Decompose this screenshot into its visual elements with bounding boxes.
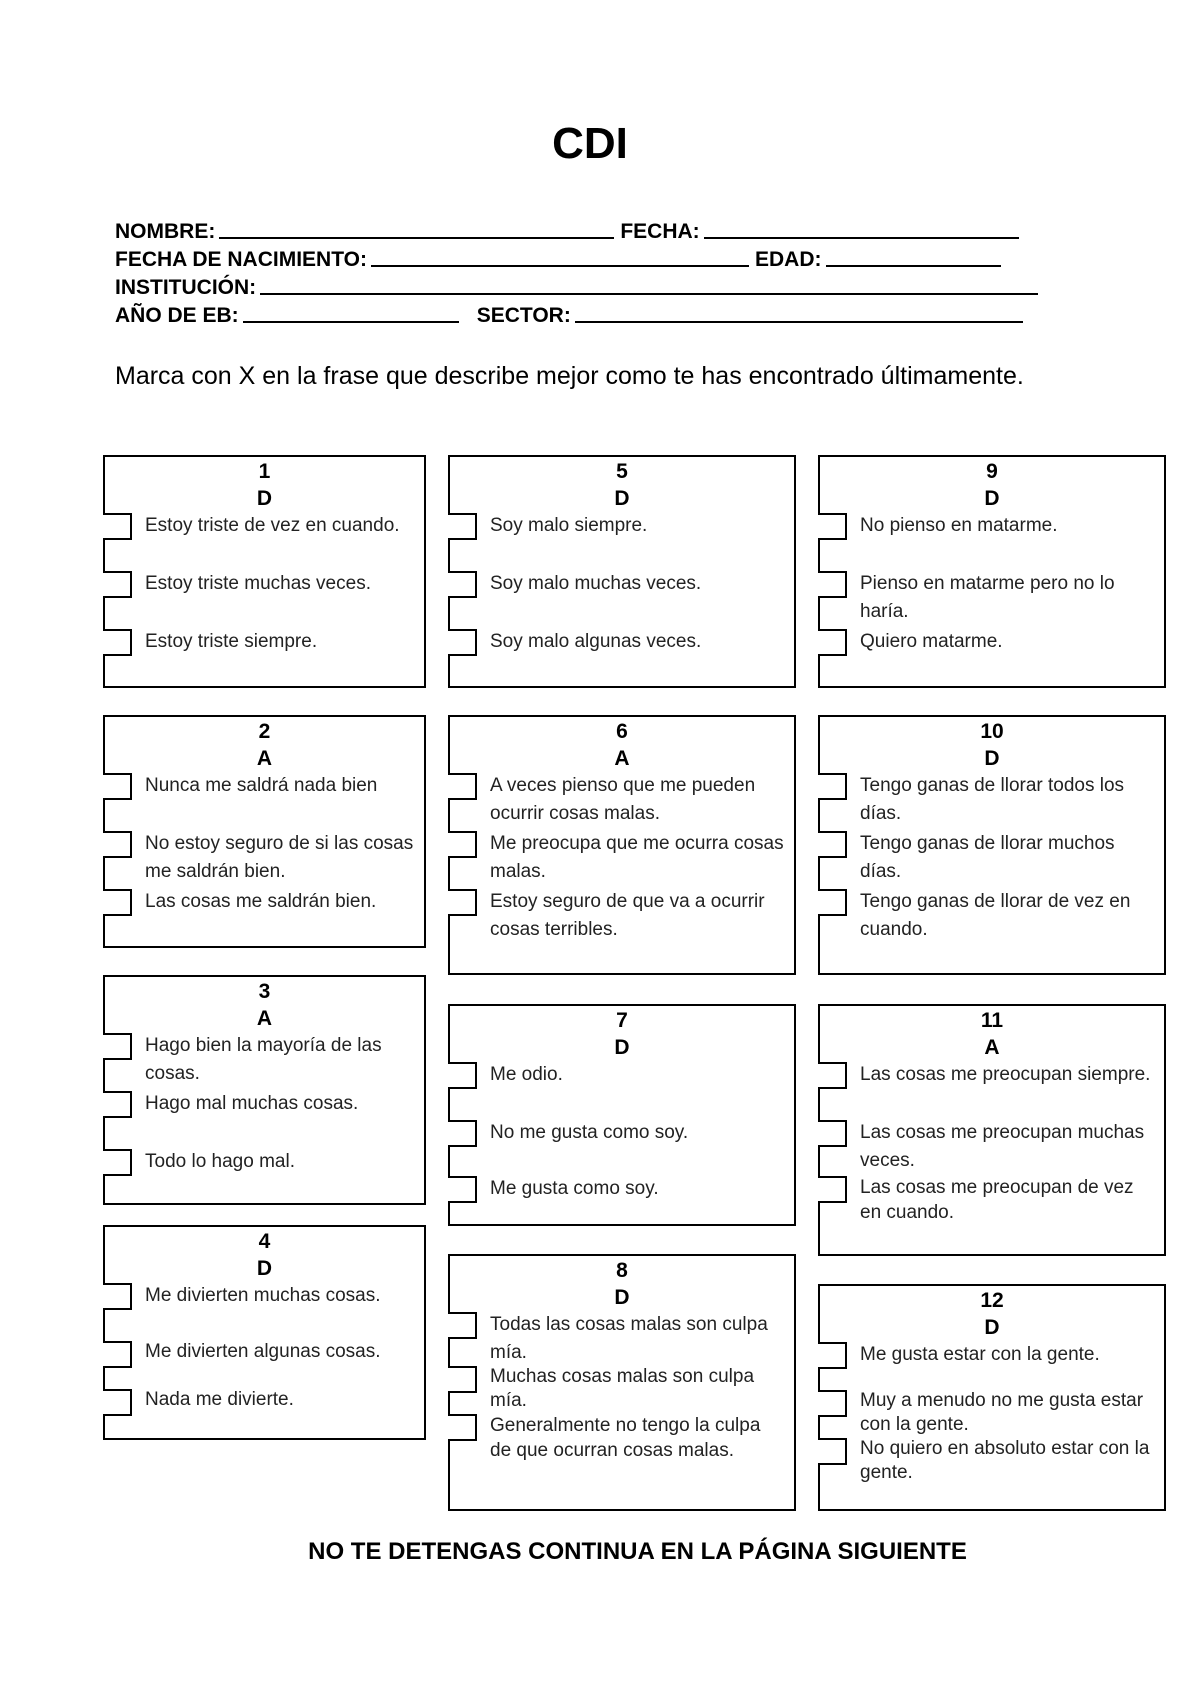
checkbox[interactable] (103, 831, 132, 858)
item-code: D (984, 487, 1000, 510)
item-code: A (614, 747, 630, 770)
option-text: Nada me divierte. (145, 1389, 294, 1410)
option-text: Me gusta estar con la gente. (860, 1344, 1100, 1365)
fecha-blank[interactable] (704, 218, 1019, 239)
anio-blank[interactable] (243, 302, 459, 323)
option-text: Las cosas me preocupan siempre. (860, 1064, 1151, 1085)
checkbox[interactable] (448, 1414, 477, 1441)
option-text: Tengo ganas de llorar todos los días. (860, 775, 1125, 824)
checkbox[interactable] (818, 889, 847, 916)
instructions-text: Marca con X en la frase que describe mejor como te has encontrado últimamente. (115, 362, 1024, 390)
option[interactable] (105, 1032, 424, 1090)
item-box-11 (818, 1004, 1166, 1256)
option[interactable] (450, 830, 794, 888)
option[interactable] (820, 1389, 1164, 1437)
footer-note: NO TE DETENGAS CONTINUA EN LA PÁGINA SIGUIENTE (308, 1538, 967, 1565)
option-text: Me odio. (490, 1064, 563, 1085)
option[interactable] (105, 512, 424, 570)
option-text: Tengo ganas de llorar muchos días. (860, 833, 1115, 882)
option-text: Estoy triste muchas veces. (145, 573, 371, 594)
option-text: No estoy seguro de si las cosas me saldrán bien. (145, 833, 414, 882)
anio-label: AÑO DE EB: (115, 304, 239, 327)
option-text: Soy malo algunas veces. (490, 631, 702, 652)
checkbox[interactable] (103, 1283, 132, 1310)
checkbox[interactable] (103, 1389, 132, 1416)
option[interactable] (450, 1413, 794, 1463)
sector-blank[interactable] (575, 302, 1023, 323)
option[interactable] (105, 1282, 424, 1340)
checkbox[interactable] (818, 1438, 847, 1465)
checkbox[interactable] (448, 1366, 477, 1393)
checkbox[interactable] (818, 1062, 847, 1089)
option[interactable] (450, 772, 794, 830)
checkbox[interactable] (448, 1312, 477, 1339)
option[interactable] (820, 1061, 1164, 1119)
sector-label: SECTOR: (476, 304, 571, 327)
option[interactable] (450, 1061, 794, 1119)
item-box-4 (103, 1225, 426, 1440)
option[interactable] (105, 1388, 424, 1412)
option[interactable] (105, 772, 424, 830)
item-number: 3 (258, 980, 271, 1003)
option-text: Estoy seguro de que va a ocurrir cosas terribles. (490, 891, 765, 940)
item-code: D (256, 487, 273, 510)
checkbox[interactable] (103, 1091, 132, 1118)
checkbox[interactable] (103, 1033, 132, 1060)
option-text: Soy malo muchas veces. (490, 573, 702, 594)
option[interactable] (105, 888, 424, 916)
item-box-7 (448, 1004, 796, 1226)
item-number: 10 (980, 720, 1004, 743)
checkbox[interactable] (448, 1120, 477, 1147)
item-code: A (256, 747, 273, 770)
option-text: Las cosas me preocupan de vez en cuando. (860, 1177, 1134, 1223)
option-text: Las cosas me preocupan muchas veces. (860, 1122, 1145, 1171)
item-code: D (614, 1036, 630, 1059)
option[interactable] (820, 1119, 1164, 1175)
item-box-2 (103, 715, 426, 948)
checkbox[interactable] (448, 889, 477, 916)
checkbox[interactable] (448, 773, 477, 800)
item-code: A (256, 1007, 273, 1030)
item-number: 12 (980, 1289, 1004, 1312)
edad-blank[interactable] (826, 246, 1001, 267)
item-box-6 (448, 715, 796, 975)
option[interactable] (820, 1437, 1164, 1485)
item-box-10 (818, 715, 1166, 975)
option[interactable] (105, 1148, 424, 1176)
option-text: Hago bien la mayoría de las cosas. (145, 1035, 382, 1084)
option-text: Me preocupa que me ocurra cosas malas. (490, 833, 784, 882)
checkbox[interactable] (818, 1120, 847, 1147)
institucion-blank[interactable] (260, 274, 1038, 295)
item-code: D (256, 1257, 273, 1280)
option-text: Hago mal muchas cosas. (145, 1093, 359, 1114)
checkbox[interactable] (818, 773, 847, 800)
option[interactable] (450, 1311, 794, 1365)
option[interactable] (820, 512, 1164, 570)
fecha-label: FECHA: (620, 220, 700, 243)
item-number: 8 (616, 1259, 628, 1282)
item-box-3 (103, 975, 426, 1205)
option[interactable] (450, 888, 794, 944)
nacimiento-label: FECHA DE NACIMIENTO: (115, 248, 367, 271)
option-text: Pienso en matarme pero no lo haría. (860, 573, 1115, 622)
option[interactable] (820, 628, 1164, 656)
personal-info-fields (115, 218, 1065, 330)
checkbox[interactable] (448, 629, 477, 656)
option[interactable] (450, 512, 794, 570)
checkbox[interactable] (448, 1062, 477, 1089)
item-code: A (984, 1036, 1000, 1059)
field-row-1 (115, 218, 1065, 246)
option-text: No pienso en matarme. (860, 515, 1058, 536)
option[interactable] (105, 570, 424, 628)
option[interactable] (820, 830, 1164, 888)
item-code: D (984, 747, 1000, 770)
checkbox[interactable] (103, 1149, 132, 1176)
option-text: Muchas cosas malas son culpa mía. (490, 1366, 755, 1411)
option[interactable] (105, 1090, 424, 1148)
option[interactable] (820, 772, 1164, 830)
nombre-blank[interactable] (219, 218, 614, 239)
option[interactable] (450, 570, 794, 628)
item-code: D (614, 1286, 630, 1309)
checkbox[interactable] (448, 571, 477, 598)
item-number: 5 (616, 460, 628, 483)
item-number: 11 (980, 1009, 1004, 1032)
page-title: CDI (552, 119, 628, 168)
item-number: 4 (258, 1230, 271, 1253)
option-text: Tengo ganas de llorar de vez en cuando. (860, 891, 1131, 940)
option-text: Estoy triste de vez en cuando. (145, 515, 400, 536)
option-text: A veces pienso que me pueden ocurrir cosas malas. (490, 775, 756, 824)
item-number: 9 (986, 460, 998, 483)
checkbox[interactable] (818, 831, 847, 858)
item-code: D (984, 1316, 1000, 1339)
nacimiento-blank[interactable] (371, 246, 749, 267)
option-text: Estoy triste siempre. (145, 631, 318, 652)
checkbox[interactable] (818, 1176, 847, 1203)
checkbox[interactable] (818, 629, 847, 656)
item-number: 6 (616, 720, 628, 743)
option-text: Todo lo hago mal. (145, 1151, 295, 1172)
option[interactable] (450, 1365, 794, 1413)
option-text: No quiero en absoluto estar con la gente. (860, 1438, 1150, 1483)
option[interactable] (450, 1175, 794, 1203)
item-number: 1 (258, 460, 271, 483)
checkbox[interactable] (103, 1341, 132, 1368)
option[interactable] (105, 628, 424, 656)
nombre-label: NOMBRE: (115, 220, 216, 243)
checkbox[interactable] (818, 513, 847, 540)
option-text: Todas las cosas malas son culpa mía. (490, 1314, 768, 1363)
item-box-9 (818, 455, 1166, 688)
option[interactable] (820, 570, 1164, 628)
option[interactable] (820, 1341, 1164, 1389)
checkbox[interactable] (818, 1390, 847, 1417)
checkbox[interactable] (448, 1176, 477, 1203)
option[interactable] (105, 1340, 424, 1388)
checkbox[interactable] (818, 571, 847, 598)
checkbox[interactable] (103, 889, 132, 916)
option[interactable] (820, 888, 1164, 944)
item-box-8 (448, 1254, 796, 1511)
option-text: Quiero matarme. (860, 631, 1003, 652)
option-text: Las cosas me saldrán bien. (145, 891, 377, 912)
option-text: Nunca me saldrá nada bien (145, 775, 378, 796)
option[interactable] (450, 1119, 794, 1175)
item-box-5 (448, 455, 796, 688)
option-text: Me gusta como soy. (490, 1178, 659, 1199)
field-row-4 (115, 302, 1065, 330)
item-number: 7 (616, 1009, 628, 1032)
option-text: Soy malo siempre. (490, 515, 648, 536)
field-row-3 (115, 274, 1065, 302)
field-row-2 (115, 246, 1065, 274)
checkbox[interactable] (818, 1342, 847, 1369)
institucion-label: INSTITUCIÓN: (115, 276, 257, 299)
option-text: Generalmente no tengo la culpa de que ocurran cosas malas. (490, 1415, 761, 1461)
edad-label: EDAD: (755, 248, 822, 271)
checkbox[interactable] (448, 513, 477, 540)
option[interactable] (105, 830, 424, 888)
option-text: Me divierten muchas cosas. (145, 1285, 381, 1306)
option-text: Muy a menudo no me gusta estar con la gente. (860, 1390, 1144, 1435)
checkbox[interactable] (448, 831, 477, 858)
checkbox[interactable] (103, 571, 132, 598)
checkbox[interactable] (103, 629, 132, 656)
option[interactable] (820, 1175, 1164, 1225)
item-box-1 (103, 455, 426, 688)
checkbox[interactable] (103, 513, 132, 540)
item-box-12 (818, 1284, 1166, 1511)
item-number: 2 (258, 720, 271, 743)
checkbox[interactable] (103, 773, 132, 800)
item-code: D (614, 487, 630, 510)
option-text: Me divierten algunas cosas. (145, 1341, 381, 1362)
option[interactable] (450, 628, 794, 656)
option-text: No me gusta como soy. (490, 1122, 689, 1143)
